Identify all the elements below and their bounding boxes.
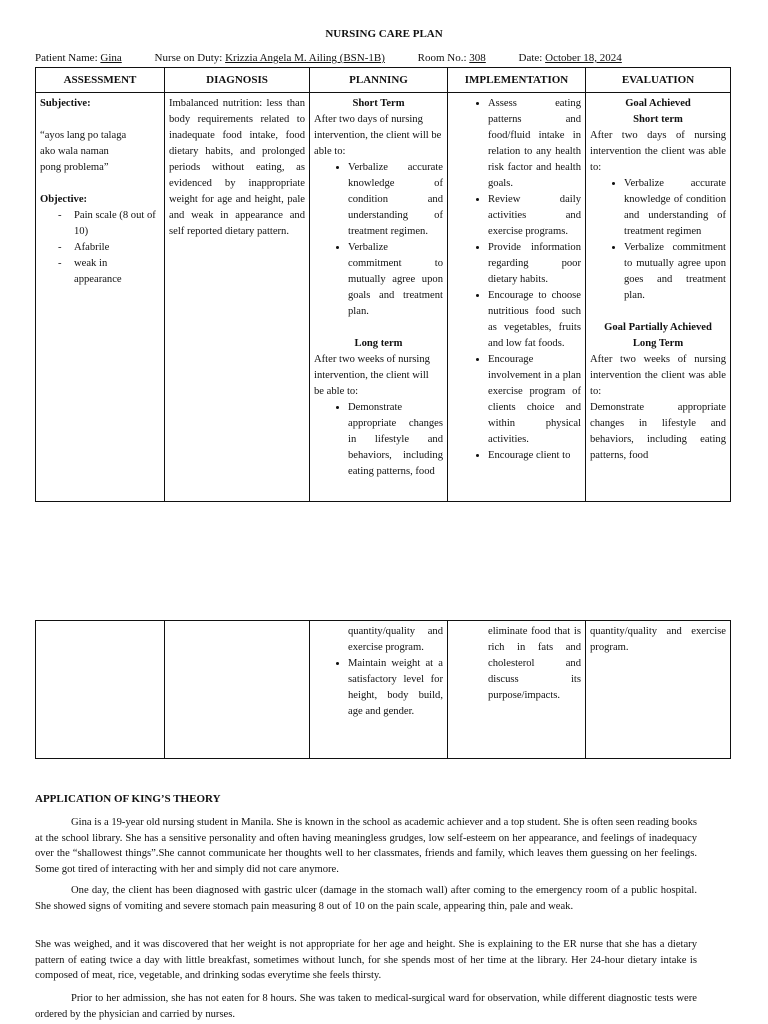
goal-achieved-label: Goal Achieved	[625, 98, 691, 109]
evaluation-continued-text: quantity/quality and exercise program.	[590, 626, 726, 653]
evaluation-item: • Verbalize commitment to mutually agree upon goes and treatment plan.	[624, 240, 726, 304]
objective-list	[40, 208, 160, 288]
theory-paragraph: Prior to her admission, she has not eaten for 8 hours. She was taken to medical-surgical ward for observation, while different diagnostic tests were ordered by the physician and carried by nurses.	[35, 993, 697, 1020]
continued-row	[36, 621, 731, 759]
patient-name: Gina	[100, 52, 122, 64]
header-diagnosis: DIAGNOSIS	[165, 68, 310, 93]
implementation-item: • Encourage client to	[488, 448, 581, 464]
room-label: Room No.:	[417, 52, 467, 64]
header-evaluation: EVALUATION	[586, 68, 731, 93]
header-assessment: ASSESSMENT	[36, 68, 165, 93]
header-planning: PLANNING	[310, 68, 448, 93]
planning-item: • Demonstrate appropriate changes in lifestyle and behaviors, including eating patterns, food	[348, 400, 443, 480]
implementation-item: • Encourage involvement in a plan exercise program of clients choice and within physical activities.	[488, 352, 581, 448]
evaluation-short-term-intro: After two days of nursing intervention the client was able to:	[590, 130, 726, 173]
implementation-continued-text: eliminate food that is rich in fats and cholesterol and discuss its purpose/impacts.	[488, 626, 581, 701]
planning-continued-text: quantity/quality and exercise program.	[348, 626, 443, 653]
evaluation-long-term-text: Demonstrate appropriate changes in lifestyle and behaviors, including eating patterns, food	[590, 402, 726, 461]
implementation-item: • Review daily activities and exercise programs.	[488, 192, 581, 240]
page-title: NURSING CARE PLAN	[325, 28, 443, 40]
planning-long-term-intro: After two weeks of nursing intervention, the client will be able to:	[314, 354, 430, 397]
implementation-cell-continued	[448, 621, 586, 759]
header-row	[36, 68, 731, 93]
planning-long-term-label: Long term	[354, 338, 403, 349]
planning-item: • Maintain weight at a satisfactory level for height, body build, age and gender.	[348, 656, 443, 720]
objective-item: - Pain scale (8 out of 10)	[74, 208, 160, 240]
header-implementation: IMPLEMENTATION	[448, 68, 586, 93]
care-plan-table-continued	[35, 620, 731, 759]
assessment-cell-continued	[36, 621, 165, 759]
planning-long-term-list	[314, 400, 443, 480]
date-value: October 18, 2024	[545, 52, 622, 64]
content-row	[36, 93, 731, 502]
care-plan-table	[35, 67, 731, 502]
patient-info-line	[35, 50, 735, 66]
diagnosis-text: Imbalanced nutrition: less than body requirements related to inadequate food intake, food dietary habits, and prolonged periods without eating, as evidenced by inappropriate weight for age and height, pale and weak in appearance and self reported dietary pattern.	[169, 98, 305, 237]
evaluation-short-term-list	[590, 176, 726, 304]
objective-item: - Afabrile	[74, 240, 160, 256]
patient-name-label: Patient Name:	[35, 52, 98, 64]
theory-paragraph: Gina is a 19-year old nursing student in Manila. She is known in the school as academic achiever and a top student. She is often seen reading books at the school library. She has a sensitive personality and often having meaningless grudges, low self-esteem on her appearance, and feelings of inadequacy over the “shallowest things”.She cannot communicate her thoughts well to her classmates, friends and family, which leaves them guessing on her feelings. Some got tired of interacting with her and simply did not care anymore.	[35, 817, 697, 875]
implementation-item: • Assess eating patterns and food/fluid intake in relation to any health risk factor and health goals.	[488, 96, 581, 192]
implementation-list	[452, 96, 581, 464]
planning-long-term-list-continued	[314, 656, 443, 720]
theory-paragraph: One day, the client has been diagnosed with gastric ulcer (damage in the stomach wall) after coming to the emergency room of a public hospital. She showed signs of vomiting and severe stomach pain measuring 8 out of 10 on the pain scale, appearing thin, pale and weak.	[35, 885, 697, 912]
evaluation-cell	[586, 93, 731, 502]
planning-cell-continued	[310, 621, 448, 759]
diagnosis-cell	[165, 93, 310, 502]
nurse-label: Nurse on Duty:	[154, 52, 223, 64]
objective-label: Objective:	[40, 194, 88, 205]
implementation-item: • Encourage to choose nutritious food such as vegetables, fruits and low fat foods.	[488, 288, 581, 352]
subjective-quote: “ayos lang po talaga ako wala naman pong problema”	[40, 130, 127, 173]
date-label: Date:	[518, 52, 543, 64]
evaluation-long-term-label: Long Term	[632, 338, 684, 349]
objective-item: - weak in appearance	[74, 256, 134, 288]
diagnosis-cell-continued	[165, 621, 310, 759]
evaluation-short-term-label: Short term	[633, 114, 683, 125]
assessment-cell	[36, 93, 165, 502]
planning-short-term-list	[314, 160, 443, 320]
evaluation-item: • Verbalize accurate knowledge of condition and understanding of treatment regimen	[624, 176, 726, 240]
implementation-cell	[448, 93, 586, 502]
evaluation-cell-continued	[586, 621, 731, 759]
nurse-name: Krizzia Angela M. Ailing (BSN-1B)	[225, 52, 385, 64]
room-number: 308	[469, 52, 486, 64]
planning-cell	[310, 93, 448, 502]
theory-paragraph: She was weighed, and it was discovered that her weight is not appropriate for her age and height. She is explaining to the ER nurse that she has a dietary pattern of eating twice a day with little breakfast, sometimes without lunch, for she spends most of her time at the library. Her 24-hour dietary intake is composed of meat, rice, vegetable, and drinking sodas everytime she feels thirsty.	[35, 939, 697, 981]
planning-item: • Verbalize accurate knowledge of condition and understanding of treatment regimen.	[348, 160, 443, 240]
planning-item: • Verbalize commitment to mutually agree upon goals and treatment plan.	[348, 240, 443, 320]
subjective-label: Subjective:	[40, 98, 91, 109]
planning-short-term-label: Short Term	[352, 98, 405, 109]
goal-partial-label: Goal Partially Achieved	[604, 322, 712, 333]
theory-section-title: APPLICATION OF KING’S THEORY	[35, 793, 221, 805]
planning-short-term-intro: After two days of nursing intervention, the client will be able to:	[314, 114, 442, 157]
implementation-item: • Provide information regarding poor dietary habits.	[488, 240, 581, 288]
evaluation-long-term-intro: After two weeks of nursing intervention the client was able to:	[590, 354, 726, 397]
